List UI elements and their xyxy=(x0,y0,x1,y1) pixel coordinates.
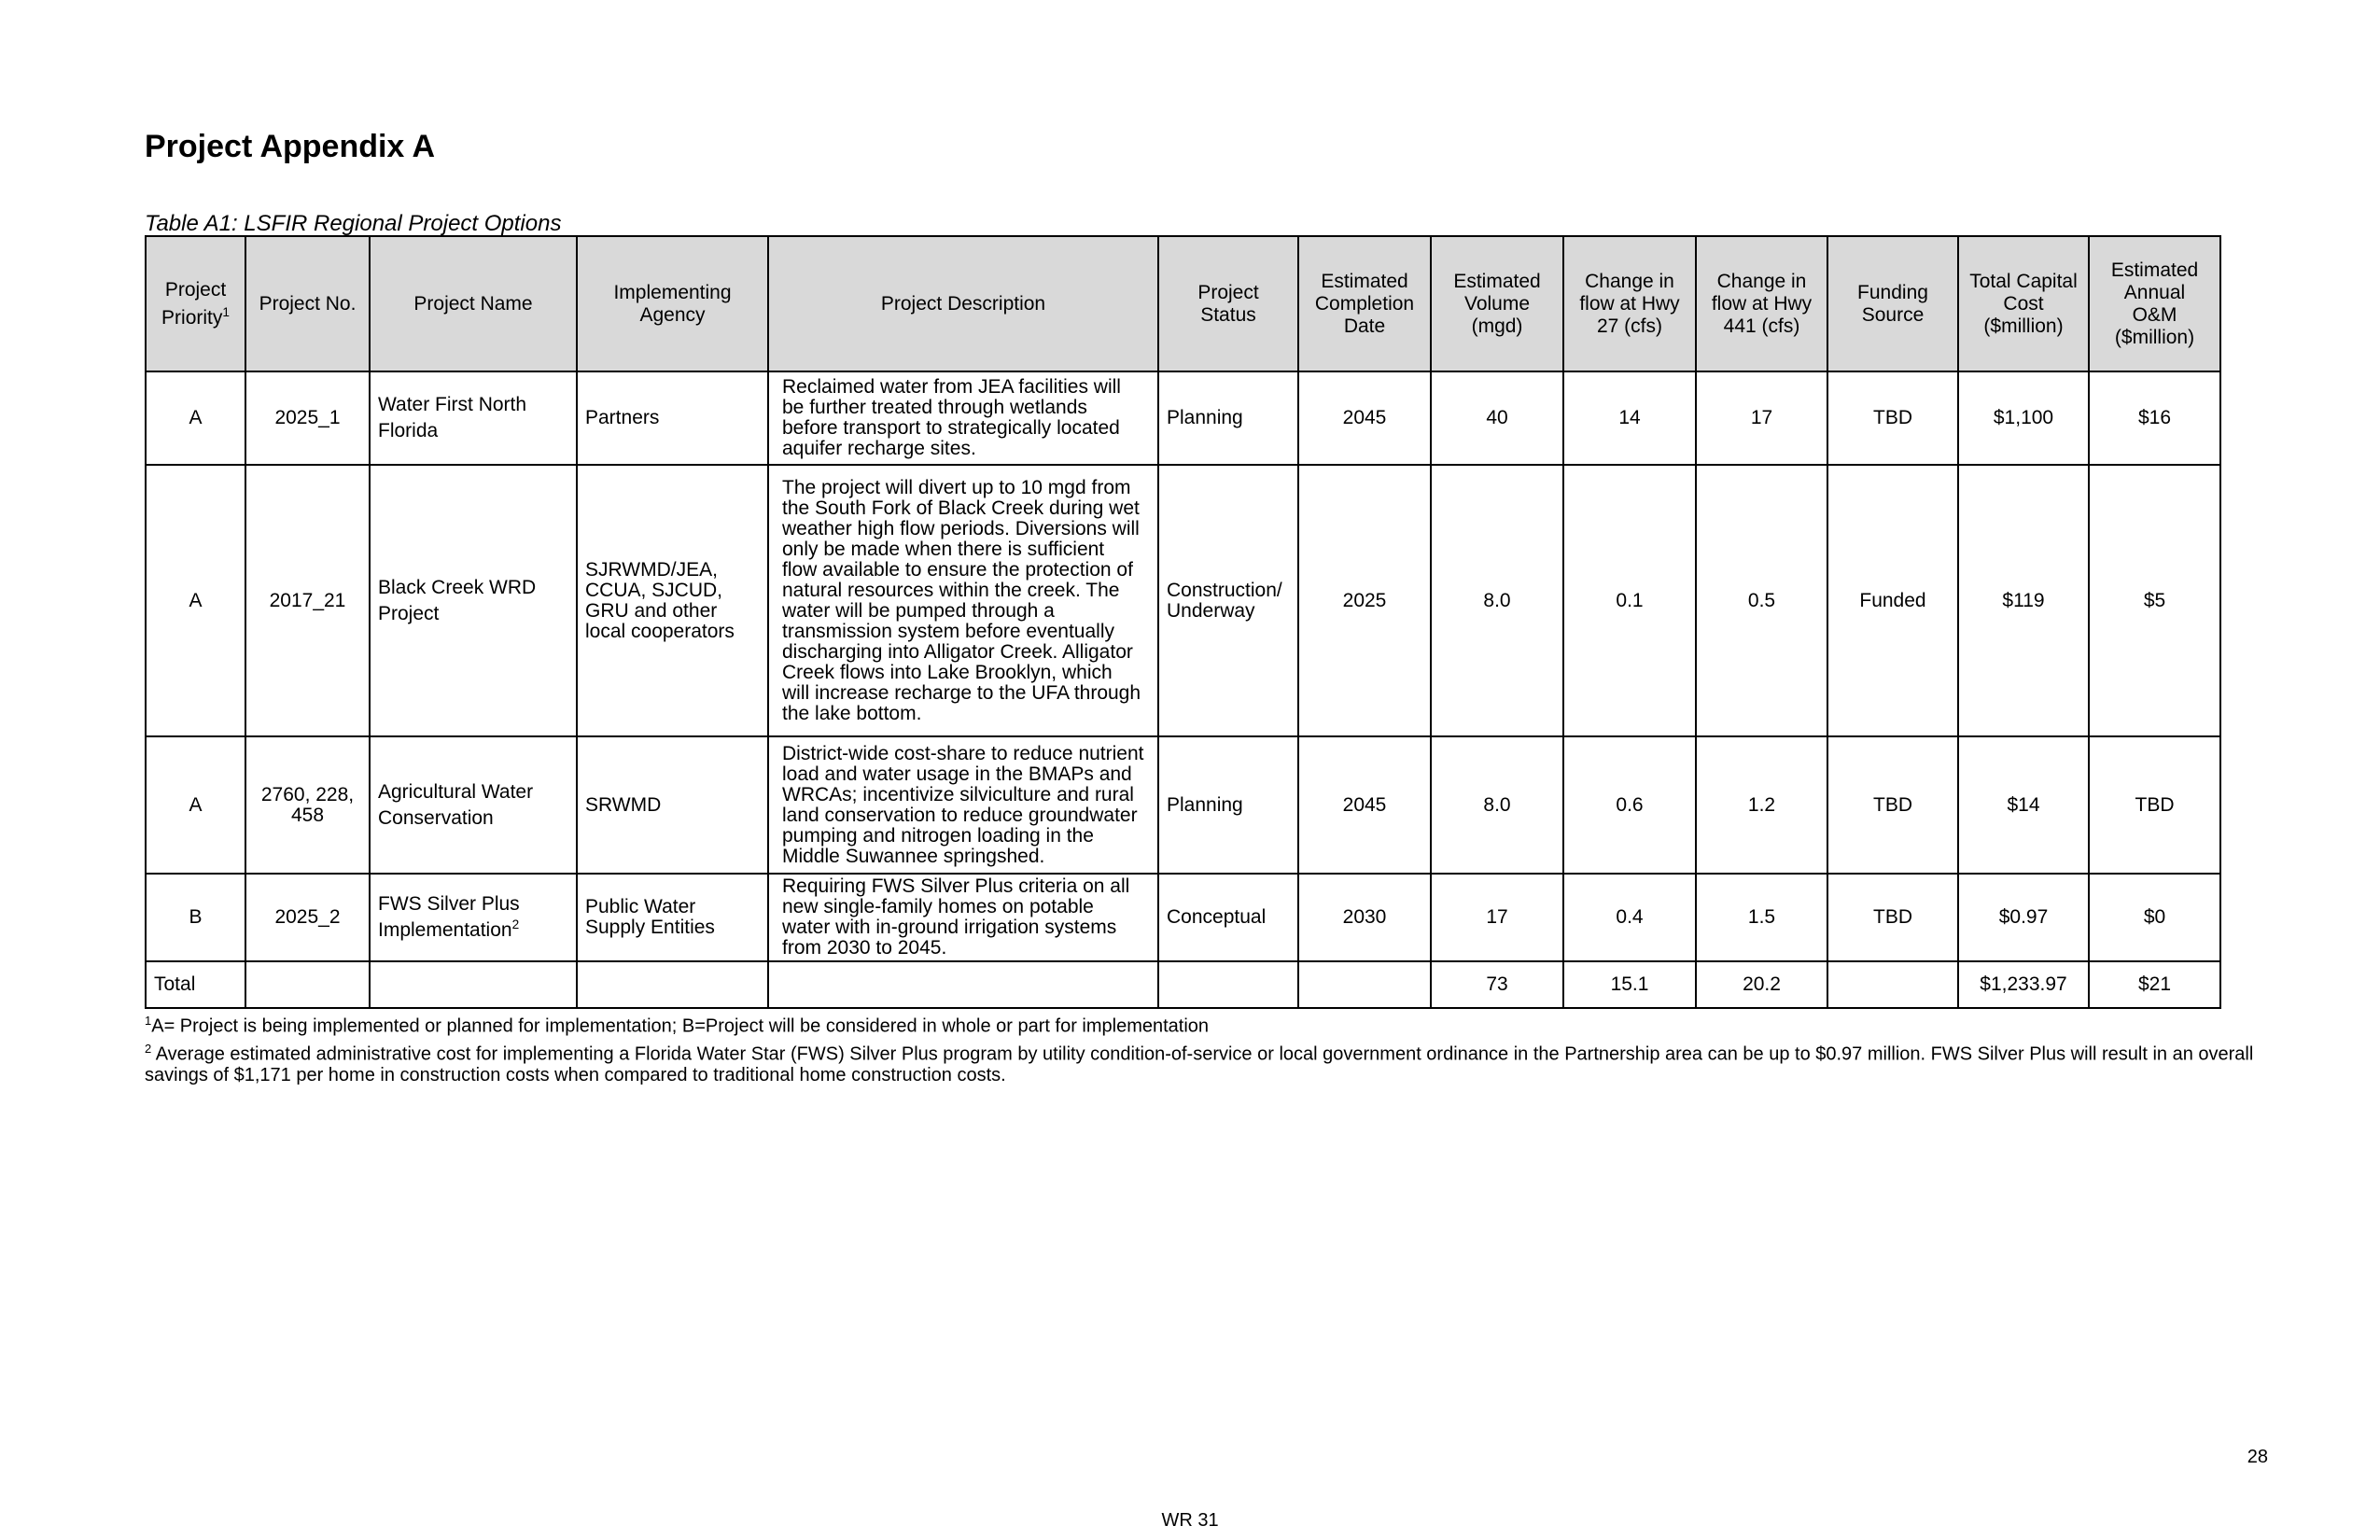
cell-funding: TBD xyxy=(1827,371,1958,465)
cell-volume: 8.0 xyxy=(1431,465,1563,736)
table-row xyxy=(146,874,2220,961)
cell-status: Planning xyxy=(1158,371,1298,465)
cell-total-capital-cost: $1,233.97 xyxy=(1958,961,2089,1008)
cell-agency xyxy=(577,961,768,1008)
cell-completion-date: 2045 xyxy=(1298,371,1431,465)
cell-capital-cost: $119 xyxy=(1958,465,2089,736)
cell-description xyxy=(768,961,1158,1008)
cell-description: Reclaimed water from JEA facilities will be further treated through wetlands before transport to strategically located aquifer recharge sites. xyxy=(768,371,1158,465)
cell-funding: Funded xyxy=(1827,465,1958,736)
cell-project-no: 2017_21 xyxy=(245,465,370,736)
header-implementing-agency: Implementing Agency xyxy=(577,236,768,371)
table-total-row xyxy=(146,961,2220,1008)
cell-project-name: Water First North Florida xyxy=(370,371,577,465)
cell-project-no: 2025_2 xyxy=(245,874,370,961)
cell-status: Construction/ Underway xyxy=(1158,465,1298,736)
cell-funding: TBD xyxy=(1827,874,1958,961)
cell-status: Planning xyxy=(1158,736,1298,874)
table-row xyxy=(146,465,2220,736)
cell-priority: A xyxy=(146,371,245,465)
table-caption: Table A1: LSFIR Regional Project Options xyxy=(145,211,562,236)
cell-project-no: 2760, 228, 458 xyxy=(245,736,370,874)
cell-flow-hwy441: 0.5 xyxy=(1696,465,1827,736)
cell-project-name: Agricultural Water Conservation xyxy=(370,736,577,874)
header-project-status: Project Status xyxy=(1158,236,1298,371)
cell-project-name: FWS Silver Plus Implementation$^2$ xyxy=(370,874,577,961)
header-completion-date: Estimated Completion Date xyxy=(1298,236,1431,371)
cell-funding: TBD xyxy=(1827,736,1958,874)
cell-total-label: Total xyxy=(146,961,245,1008)
cell-volume: 17 xyxy=(1431,874,1563,961)
cell-total-volume: 73 xyxy=(1431,961,1563,1008)
table-header-row xyxy=(146,236,2220,371)
cell-project-no xyxy=(245,961,370,1008)
cell-project-name: Black Creek WRD Project xyxy=(370,465,577,736)
page-number: 28 xyxy=(2247,1447,2268,1467)
cell-description: The project will divert up to 10 mgd from the South Fork of Black Creek during wet weather high flow periods. Diversions will only be made when there is sufficient flow available to ensure the protection of natural resources within the creek. The water will be pumped through a transmission system before eventually discharging into Alligator Creek. Alligator Creek flows into Lake Brooklyn, which will increase recharge to the UFA through the lake bottom. xyxy=(768,465,1158,736)
cell-capital-cost: $1,100 xyxy=(1958,371,2089,465)
cell-priority: A xyxy=(146,736,245,874)
table-row xyxy=(146,371,2220,465)
cell-agency: SRWMD xyxy=(577,736,768,874)
cell-flow-hwy27: 14 xyxy=(1563,371,1696,465)
footnote-1: $^1$A= Project is being implemented or planned for implementation; B=Project will be considered in whole or part for implementation xyxy=(145,1014,1210,1037)
cell-agency: Public Water Supply Entities xyxy=(577,874,768,961)
cell-flow-hwy441: 1.2 xyxy=(1696,736,1827,874)
cell-description: Requiring FWS Silver Plus criteria on all new single-family homes on potable water with in-ground irrigation systems from 2030 to 2045. xyxy=(768,874,1158,961)
project-options-table xyxy=(145,235,2221,1009)
header-funding-source: Funding Source xyxy=(1827,236,1958,371)
cell-project-name xyxy=(370,961,577,1008)
cell-flow-hwy27: 0.6 xyxy=(1563,736,1696,874)
header-flow-hwy441: Change in flow at Hwy 441 (cfs) xyxy=(1696,236,1827,371)
cell-volume: 8.0 xyxy=(1431,736,1563,874)
footnote-2: $^2$ Average estimated administrative cost for implementing a Florida Water Star (FWS) Silver Plus program by utility condition-of-service or local government ordinance in the Partnership area can be up to $0.97 million. FWS Silver Plus will result in an overall savings of $1,171 per home in construction costs when compared to traditional home construction costs. xyxy=(145,1041,2254,1086)
header-flow-hwy27: Change in flow at Hwy 27 (cfs) xyxy=(1563,236,1696,371)
cell-completion-date: 2030 xyxy=(1298,874,1431,961)
header-project-priority: Project Priority$^1$ xyxy=(146,236,245,371)
cell-completion-date: 2045 xyxy=(1298,736,1431,874)
footnotes xyxy=(145,1010,2282,1086)
header-total-capital-cost: Total Capital Cost ($million) xyxy=(1958,236,2089,371)
cell-annual-om: $0 xyxy=(2089,874,2220,961)
cell-completion-date: 2025 xyxy=(1298,465,1431,736)
cell-annual-om: $5 xyxy=(2089,465,2220,736)
cell-priority: B xyxy=(146,874,245,961)
cell-funding xyxy=(1827,961,1958,1008)
cell-capital-cost: $0.97 xyxy=(1958,874,2089,961)
cell-completion-date xyxy=(1298,961,1431,1008)
cell-status: Conceptual xyxy=(1158,874,1298,961)
header-annual-om: Estimated Annual O&M ($million) xyxy=(2089,236,2220,371)
cell-flow-hwy27: 0.1 xyxy=(1563,465,1696,736)
header-estimated-volume: Estimated Volume (mgd) xyxy=(1431,236,1563,371)
header-project-description: Project Description xyxy=(768,236,1158,371)
cell-agency: Partners xyxy=(577,371,768,465)
cell-description: District-wide cost-share to reduce nutrient load and water usage in the BMAPs and WRCAs; incentivize silviculture and rural land conservation to reduce groundwater pumping and nitrogen loading in the Middle Suwannee springshed. xyxy=(768,736,1158,874)
header-project-no: Project No. xyxy=(245,236,370,371)
cell-volume: 40 xyxy=(1431,371,1563,465)
table-row xyxy=(146,736,2220,874)
cell-total-flow-hwy27: 15.1 xyxy=(1563,961,1696,1008)
footer-text: WR 31 xyxy=(1161,1510,1219,1531)
cell-flow-hwy441: 17 xyxy=(1696,371,1827,465)
cell-agency: SJRWMD/JEA, CCUA, SJCUD, GRU and other local cooperators xyxy=(577,465,768,736)
header-project-name: Project Name xyxy=(370,236,577,371)
cell-priority: A xyxy=(146,465,245,736)
cell-flow-hwy441: 1.5 xyxy=(1696,874,1827,961)
cell-annual-om: $16 xyxy=(2089,371,2220,465)
cell-status xyxy=(1158,961,1298,1008)
cell-project-no: 2025_1 xyxy=(245,371,370,465)
cell-flow-hwy27: 0.4 xyxy=(1563,874,1696,961)
cell-total-flow-hwy441: 20.2 xyxy=(1696,961,1827,1008)
page-title: Project Appendix A xyxy=(145,129,436,164)
cell-capital-cost: $14 xyxy=(1958,736,2089,874)
cell-annual-om: TBD xyxy=(2089,736,2220,874)
cell-total-annual-om: $21 xyxy=(2089,961,2220,1008)
